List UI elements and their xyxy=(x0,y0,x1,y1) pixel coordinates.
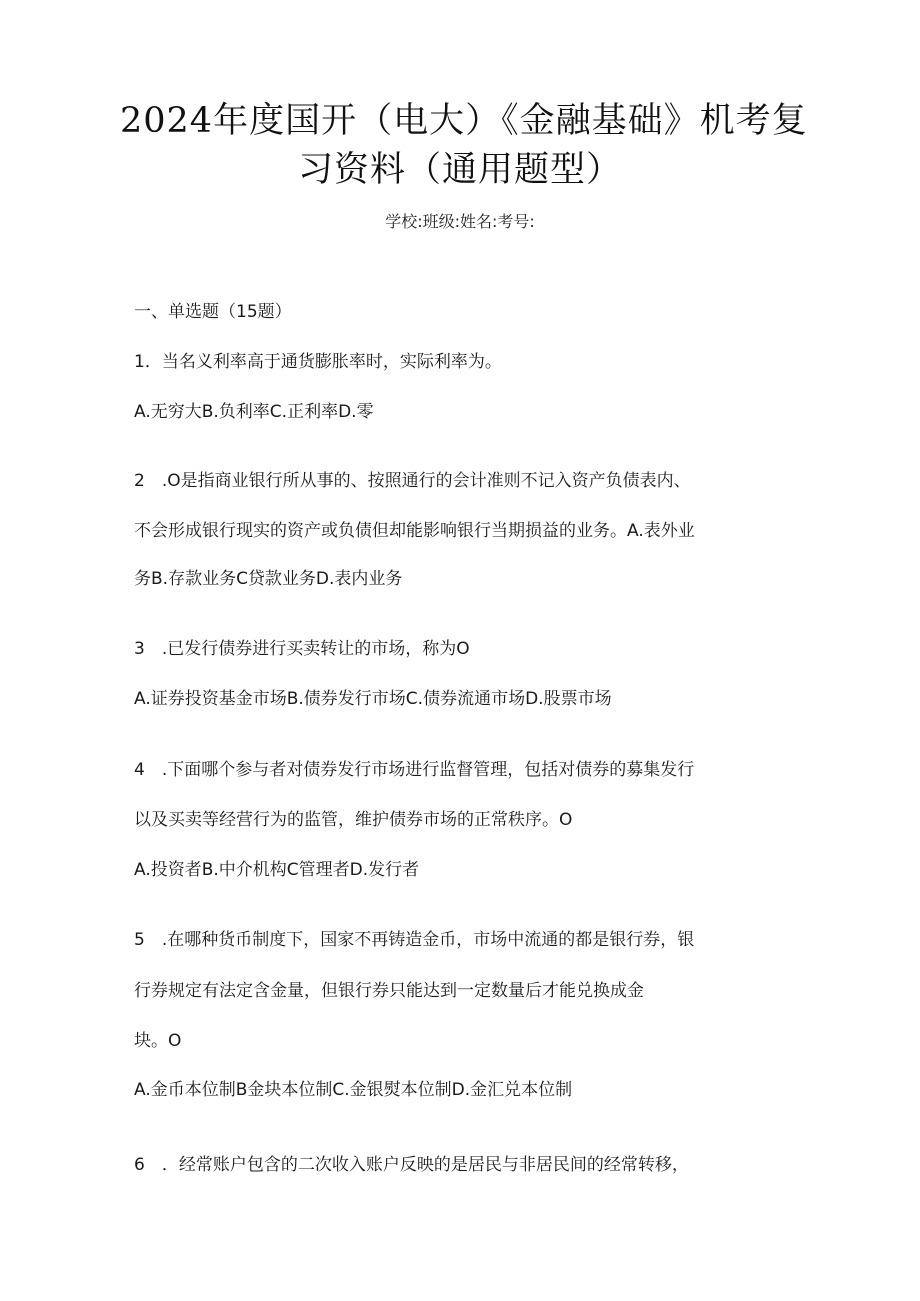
document-title-line-1: 2024年度国开（电大）《金融基础》机考复 xyxy=(120,101,808,141)
question-5-text-line-2: 行券规定有法定含金量，但银行券只能达到一定数量后才能兑换成金 xyxy=(134,981,644,1001)
question-4-text-line-1: 4 .下面哪个参与者对债券发行市场进行监督管理，包括对债券的募集发行 xyxy=(134,760,695,780)
question-2-text-line-3: 务B.存款业务C贷款业务D.表内业务 xyxy=(134,569,403,589)
question-5-text-line-3: 块。O xyxy=(134,1031,182,1051)
question-3-text: 3 .已发行债券进行买卖转让的市场，称为O xyxy=(134,639,470,659)
question-1-options: A.无穷大B.负利率C.正利率D.零 xyxy=(134,402,374,422)
question-6-text-line-1: 6 ．经常账户包含的二次收入账户反映的是居民与非居民间的经常转移， xyxy=(134,1155,689,1175)
question-5-options: A.金币本位制B金块本位制C.金银熨本位制D.金汇兑本位制 xyxy=(134,1080,573,1100)
question-1-text: 1．当名义利率高于通货膨胀率时，实际利率为。 xyxy=(134,352,502,372)
student-info-line: 学校:班级:姓名:考号: xyxy=(385,212,535,231)
section-heading: 一、单选题（15题） xyxy=(134,302,292,322)
document-title-line-2: 习资料（通用题型） xyxy=(297,150,622,190)
question-2-text-line-2: 不会形成银行现实的资产或负债但却能影响银行当期损益的业务。A.表外业 xyxy=(134,521,695,541)
question-4-options: A.投资者B.中介机构C管理者D.发行者 xyxy=(134,860,420,880)
question-4-text-line-2: 以及买卖等经营行为的监管，维护债券市场的正常秩序。O xyxy=(134,810,573,830)
question-2-text-line-1: 2 .O是指商业银行所从事的、按照通行的会计准则不记入资产负债表内、 xyxy=(134,471,691,491)
question-3-options: A.证券投资基金市场B.债券发行市场C.债券流通市场D.股票市场 xyxy=(134,689,612,709)
question-5-text-line-1: 5 .在哪种货币制度下，国家不再铸造金币，市场中流通的都是银行券，银 xyxy=(134,930,695,950)
